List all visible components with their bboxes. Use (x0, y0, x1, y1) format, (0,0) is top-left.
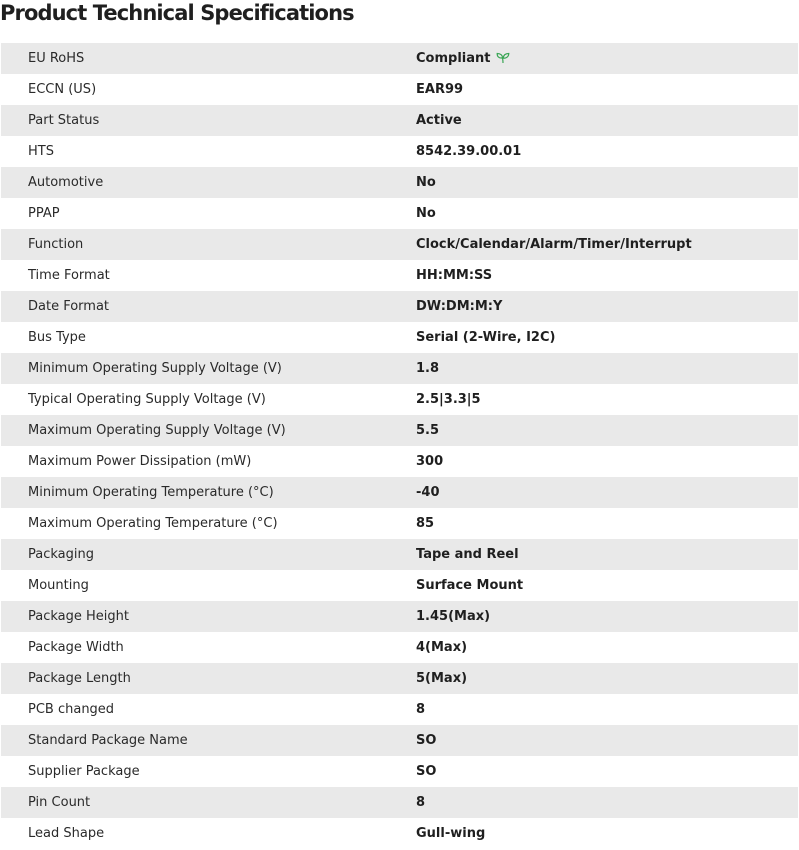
spec-value: 85 (416, 508, 798, 539)
table-row (1, 756, 798, 787)
spec-name: Package Height (1, 601, 416, 632)
spec-value: EAR99 (416, 74, 798, 105)
table-row (1, 539, 798, 570)
spec-name: Maximum Operating Temperature (°C) (1, 508, 416, 539)
spec-name: PCB changed (1, 694, 416, 725)
spec-value: 8 (416, 694, 798, 725)
spec-name: Automotive (1, 167, 416, 198)
spec-name: Pin Count (1, 787, 416, 818)
spec-name: Minimum Operating Supply Voltage (V) (1, 353, 416, 384)
spec-value: No (416, 198, 798, 229)
spec-value-cell (416, 43, 798, 74)
spec-value: 2.5|3.3|5 (416, 384, 798, 415)
spec-value: Surface Mount (416, 570, 798, 601)
spec-value: 4(Max) (416, 632, 798, 663)
spec-name: Function (1, 229, 416, 260)
table-row (1, 167, 798, 198)
table-row (1, 229, 798, 260)
table-row (1, 353, 798, 384)
spec-value: 8 (416, 787, 798, 818)
table-row (1, 322, 798, 353)
table-row (1, 415, 798, 446)
table-row (1, 136, 798, 167)
spec-name: Part Status (1, 105, 416, 136)
table-row (1, 384, 798, 415)
table-row (1, 818, 798, 849)
spec-name: Time Format (1, 260, 416, 291)
spec-name: ECCN (US) (1, 74, 416, 105)
spec-value: DW:DM:M:Y (416, 291, 798, 322)
spec-value: SO (416, 756, 798, 787)
table-row (1, 74, 798, 105)
spec-name: PPAP (1, 198, 416, 229)
spec-value: Gull-wing (416, 818, 798, 849)
spec-value: Serial (2-Wire, I2C) (416, 322, 798, 353)
table-row (1, 446, 798, 477)
spec-name: EU RoHS (1, 43, 416, 74)
table-row (1, 43, 798, 74)
spec-name: Packaging (1, 539, 416, 570)
table-row (1, 198, 798, 229)
spec-value: SO (416, 725, 798, 756)
spec-value: 8542.39.00.01 (416, 136, 798, 167)
leaf-icon (496, 52, 510, 64)
table-row (1, 694, 798, 725)
spec-name: Bus Type (1, 322, 416, 353)
spec-value: No (416, 167, 798, 198)
spec-value: 5.5 (416, 415, 798, 446)
table-row (1, 508, 798, 539)
spec-value: HH:MM:SS (416, 260, 798, 291)
spec-name: Mounting (1, 570, 416, 601)
spec-value: Compliant (416, 51, 491, 66)
spec-name: Maximum Power Dissipation (mW) (1, 446, 416, 477)
spec-name: Maximum Operating Supply Voltage (V) (1, 415, 416, 446)
spec-value: Active (416, 105, 798, 136)
spec-value: 300 (416, 446, 798, 477)
table-row (1, 291, 798, 322)
page-title: Product Technical Specifications (0, 1, 354, 25)
spec-name: Supplier Package (1, 756, 416, 787)
spec-name: Lead Shape (1, 818, 416, 849)
table-row (1, 260, 798, 291)
spec-value: 5(Max) (416, 663, 798, 694)
table-row (1, 105, 798, 136)
spec-name: Minimum Operating Temperature (°C) (1, 477, 416, 508)
spec-value: Tape and Reel (416, 539, 798, 570)
spec-name: Date Format (1, 291, 416, 322)
spec-name: HTS (1, 136, 416, 167)
spec-name: Typical Operating Supply Voltage (V) (1, 384, 416, 415)
spec-name: Package Width (1, 632, 416, 663)
table-row (1, 663, 798, 694)
spec-value: 1.45(Max) (416, 601, 798, 632)
spec-table (1, 43, 798, 849)
spec-value: 1.8 (416, 353, 798, 384)
table-row (1, 725, 798, 756)
table-row (1, 570, 798, 601)
spec-value: Clock/Calendar/Alarm/Timer/Interrupt (416, 229, 798, 260)
table-row (1, 632, 798, 663)
table-row (1, 477, 798, 508)
spec-name: Standard Package Name (1, 725, 416, 756)
table-row (1, 787, 798, 818)
table-row (1, 601, 798, 632)
spec-value: -40 (416, 477, 798, 508)
spec-name: Package Length (1, 663, 416, 694)
